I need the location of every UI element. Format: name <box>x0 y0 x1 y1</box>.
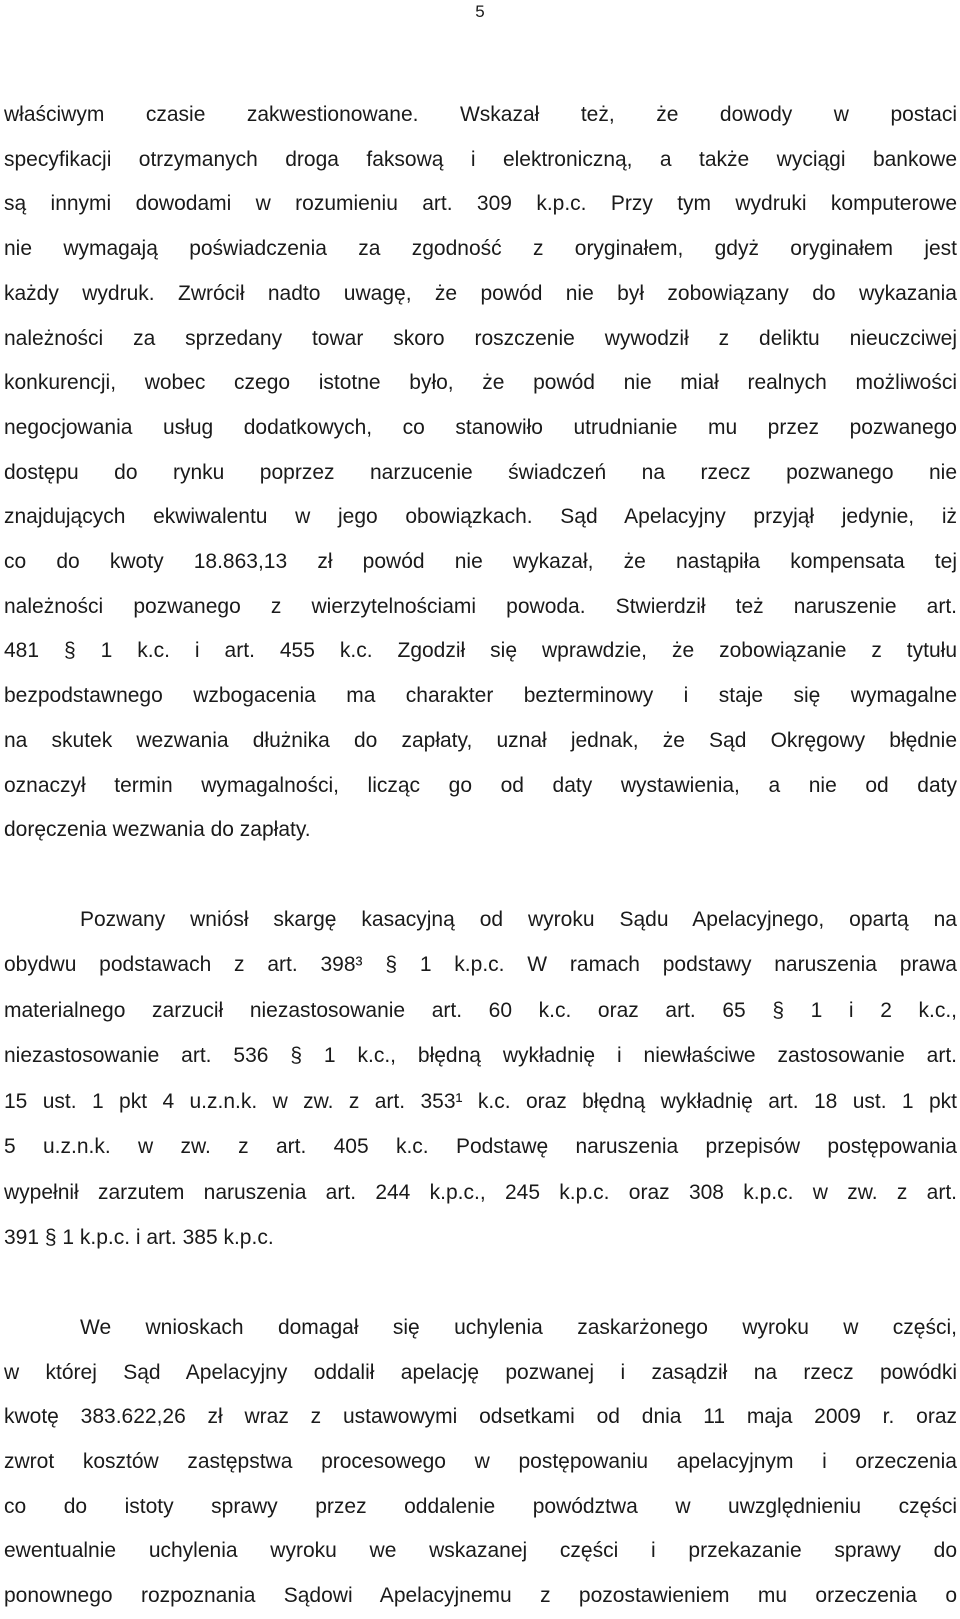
text-line: w której Sąd Apelacyjny oddalił apelację pozwanej i zasądził na rzecz powódki <box>4 1360 957 1384</box>
text-line: są innymi dowodami w rozumieniu art. 309 k.p.c. Przy tym wydruki komputerowe <box>4 192 957 216</box>
text-line: znajdujących ekwiwalentu w jego obowiązkach. Sąd Apelacyjny przyjął jedynie, iż <box>4 505 957 529</box>
text-line: każdy wydruk. Zwrócił nadto uwagę, że powód nie był zobowiązany do wykazania <box>4 281 957 305</box>
text-run: Pozwany wniósł skargę kasacyjną od wyroku Sądu Apelacyjnego, opartą na <box>80 907 957 931</box>
text-line: ewentualnie uchylenia wyroku we wskazanej części i przekazanie sprawy do <box>4 1539 957 1563</box>
text-line: dostępu do rynku poprzez narzucenie świadczeń na rzecz pozwanego nie <box>4 460 957 484</box>
document-body <box>4 93 957 1619</box>
text-line: co do istoty sprawy przez oddalenie powództwa w uwzględnieniu części <box>4 1494 957 1518</box>
text-line: należności pozwanego z wierzytelnościami powoda. Stwierdził też naruszenie art. <box>4 594 957 618</box>
text-line: 5 u.z.n.k. w zw. z art. 405 k.c. Podstawę naruszenia przepisów postępowania <box>4 1135 957 1159</box>
text-run: We wnioskach domagał się uchylenia zaskarżonego wyroku w części, <box>80 1315 957 1339</box>
text-line <box>4 1306 957 1351</box>
text-line: specyfikacji otrzymanych droga faksową i elektroniczną, a także wyciągi bankowe <box>4 147 957 171</box>
paragraph <box>4 93 957 853</box>
text-line: negocjowania usług dodatkowych, co stanowiło utrudnianie mu przez pozwanego <box>4 415 957 439</box>
text-line: właściwym czasie zakwestionowane. Wskazał też, że dowody w postaci <box>4 103 957 126</box>
text-line: 15 ust. 1 pkt 4 u.z.n.k. w zw. z art. 353¹ k.c. oraz błędną wykładnię art. 18 ust. 1 pkt <box>4 1089 957 1113</box>
text-line: na skutek wezwania dłużnika do zapłaty, uznał jednak, że Sąd Okręgowy błędnie <box>4 728 957 752</box>
text-line: obydwu podstawach z art. 398³ § 1 k.p.c. W ramach podstawy naruszenia prawa <box>4 953 957 977</box>
text-line: wypełnił zarzutem naruszenia art. 244 k.p.c., 245 k.p.c. oraz 308 k.p.c. w zw. z art. <box>4 1180 957 1204</box>
text-line: ponownego rozpoznania Sądowi Apelacyjnemu z pozostawieniem mu orzeczenia o <box>4 1584 957 1608</box>
text-line: nie wymagają poświadczenia za zgodność z oryginałem, gdyż oryginałem jest <box>4 237 957 261</box>
text-line: 481 § 1 k.c. i art. 455 k.c. Zgodził się wprawdzie, że zobowiązanie z tytułu <box>4 639 957 663</box>
text-line: konkurencji, wobec czego istotne było, że powód nie miał realnych możliwości <box>4 371 957 395</box>
text-line: zwrot kosztów zastępstwa procesowego w postępowaniu apelacyjnym i orzeczenia <box>4 1450 957 1474</box>
text-line: należności za sprzedany towar skoro roszczenie wywodził z deliktu nieuczciwej <box>4 326 957 350</box>
text-line: co do kwoty 18.863,13 zł powód nie wykazał, że nastąpiła kompensata tej <box>4 550 957 574</box>
page-number: 5 <box>475 2 485 21</box>
text-line: niezastosowanie art. 536 § 1 k.c., błędną wykładnię i niewłaściwe zastosowanie art. <box>4 1044 957 1068</box>
text-line: materialnego zarzucił niezastosowanie art. 60 k.c. oraz art. 65 § 1 i 2 k.c., <box>4 998 957 1022</box>
paragraph <box>4 1306 957 1619</box>
text-line: bezpodstawnego wzbogacenia ma charakter bezterminowy i staje się wymagalne <box>4 684 957 708</box>
text-line <box>4 897 957 943</box>
text-line: oznaczył termin wymagalności, licząc go od daty wystawienia, a nie od daty <box>4 773 957 797</box>
text-line: doręczenia wezwania do zapłaty. <box>4 818 311 842</box>
paragraph <box>4 897 957 1261</box>
text-line: 391 § 1 k.p.c. i art. 385 k.p.c. <box>4 1226 274 1250</box>
text-line: kwotę 383.622,26 zł wraz z ustawowymi odsetkami od dnia 11 maja 2009 r. oraz <box>4 1405 957 1429</box>
